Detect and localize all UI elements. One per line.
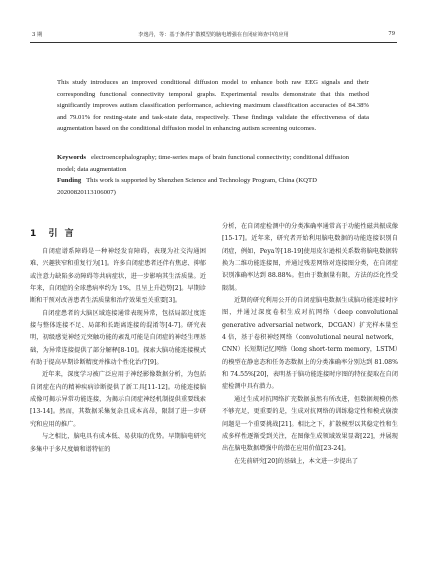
- section-heading: [30, 226, 76, 239]
- keywords-text: electroencephalography; time-series maps of brain functional connectivity; conditional diffusion model; data augmentation: [57, 154, 350, 173]
- section-number: 1: [30, 229, 39, 239]
- paragraph: 近期的研究利用公开的自闭症脑电数据生成脑功能连接时序图，并通过深度卷积生成对抗网络（deep convolutional generative adversarial network，DCGAN）扩充样本量至 4 倍，基于卷积神经网络（convolutional neural network，CNN）长短期记忆网络（long short-term memory，LSTM）的模型在静息态和任务态数据上的分类准确率分别达到 81.08% 和 74.55%[20]，表明基于脑功能连接时序图的特征提取在自闭症检测中具有潜力。: [222, 297, 398, 391]
- funding-text: This work is supported by Shenzhen Science and Technology Program, China (KQTD 20200820113106007): [57, 177, 317, 196]
- page-number: 79: [388, 31, 395, 37]
- paragraph: 分析，在自闭症检测中的分类准确率通常高于功能性磁共振成像[15-17]。近年来，研究者开始利用脑电数据的功能连接识别自闭症，例如，Peya等[18-19]使用皮尔逊相关系数将脑电数据转换为二维功能连接图，并通过残差网络对连接图分类，在自闭症识别准确率达到 88.88%。但由于数据量有限，方法的泛化性受限制。: [222, 223, 398, 292]
- paragraph: 通过生成对抗网络扩充数据虽然有所改进，但数据规模仍然不够充足，更重要的是，生成对抗网络的训练稳定性和模式崩溃问题是一个重要挑战[21]。相比之下，扩散模型以其稳定性和生成多样性逐渐受到关注，在图像生成领域效果显著[22]，并展现出在脑电数据增强中的潜在应用价值[23-24]。: [222, 395, 398, 453]
- paragraph: 自闭症谱系障碍是一种神经发育障碍，表现为社交沟通困难、兴趣狭窄和重复行为[1]。许多自闭症患者还伴有焦虑、抑郁或注意力缺陷多动障碍等共病症状，进一步影响其生活质量。近年来，自闭症的全球患病率约为 1%，且呈上升趋势[2]。早期诊断和干预对改善患者生活质量和治疗效果至关重要[3]。: [30, 248, 206, 305]
- paragraph: 在先前研究[20]的基础上，本文进一步提出了: [234, 457, 359, 465]
- running-header: [30, 28, 397, 43]
- funding-label: Funding: [57, 177, 82, 184]
- keywords-label: Keywords: [57, 154, 86, 161]
- funding: [57, 175, 369, 198]
- keywords: [57, 152, 369, 175]
- running-title: 李逸丹，等：基于条件扩散模型的脑电增强在自闭症筛查中的应用: [138, 32, 289, 38]
- section-title: 引 言: [48, 229, 76, 239]
- english-abstract: This study introduces an improved conditional diffusion model to enhance both raw EEG signals and their corresponding functional connectivity temporal graphs. Experimental results demonstrate that this method significantly improves autism classification performance, achieving maximum classification accuracies of 84.38% and 79.01% for resting-state and task-state data, respectively. These findings validate the effectiveness of data augmentation based on the conditional diffusion model in enhancing autism screening outcomes.: [57, 79, 369, 132]
- left-column: [30, 246, 206, 456]
- right-column: [222, 221, 398, 468]
- issue-number: 3 期: [32, 32, 43, 38]
- paragraph: 近年来，深度学习被广泛应用于神经影像数据分析，为包括自闭症在内的精神疾病诊断提供了新工具[11-12]。功能连接脑成像可揭示异常功能连接，为揭示自闭症神经机制提供重要线索[13-14]。然而，其数据采集复杂且成本高昂，限制了进一步研究和应用的推广。: [30, 371, 206, 428]
- paragraph: 自闭症患者的大脑区域连接通常表现异常，包括局部过度连接与整体连接不足、局部和长距离连接的混淆等[4-7]。研究表明，初级感觉神经元突触功能的紊乱可能是自闭症的神经生理基础，为异常连接提供了部分解释[8-10]。探索大脑功能连接模式有助于提高早期诊断精度并推动个性化治疗[9]。: [30, 309, 206, 367]
- paragraph: 与之相比，脑电具有成本低、易获取的优势。早期脑电研究多集中于多尺度熵和谱特征的: [30, 433, 206, 453]
